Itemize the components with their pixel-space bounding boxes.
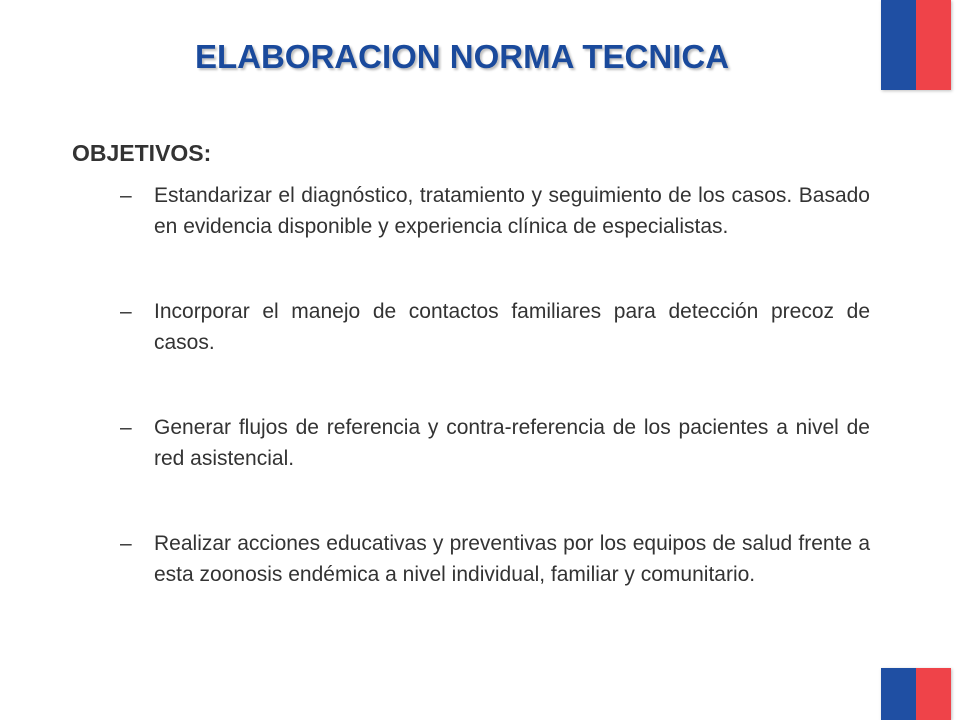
bullet-dash: – — [120, 184, 132, 207]
slide-title: ELABORACION NORMA TECNICA — [194, 38, 730, 75]
flag-stripe-bottom — [881, 668, 951, 720]
list-item — [120, 528, 870, 590]
list-item — [120, 296, 870, 358]
list-item — [120, 412, 870, 474]
list-item-text: Estandarizar el diagnóstico, tratamiento y seguimiento de los casos. Basado en evidencia disponible y experiencia clínica de especialistas. — [154, 184, 870, 238]
section-heading: OBJETIVOS: — [72, 140, 212, 166]
list-item — [120, 180, 870, 242]
list-item-text: Generar flujos de referencia y contra-referencia de los pacientes a nivel de red asistencial. — [154, 416, 870, 470]
list-item-text: Incorporar el manejo de contactos familiares para detección precoz de casos. — [154, 300, 870, 354]
objectives-list — [120, 180, 870, 644]
list-item-text: Realizar acciones educativas y preventivas por los equipos de salud frente a esta zoonosis endémica a nivel individual, familiar y comunitario. — [154, 532, 870, 586]
flag-blue-stripe — [881, 668, 916, 720]
bullet-dash: – — [120, 416, 132, 439]
bullet-dash: – — [120, 300, 132, 323]
bullet-dash: – — [120, 532, 132, 555]
flag-red-stripe — [916, 668, 951, 720]
